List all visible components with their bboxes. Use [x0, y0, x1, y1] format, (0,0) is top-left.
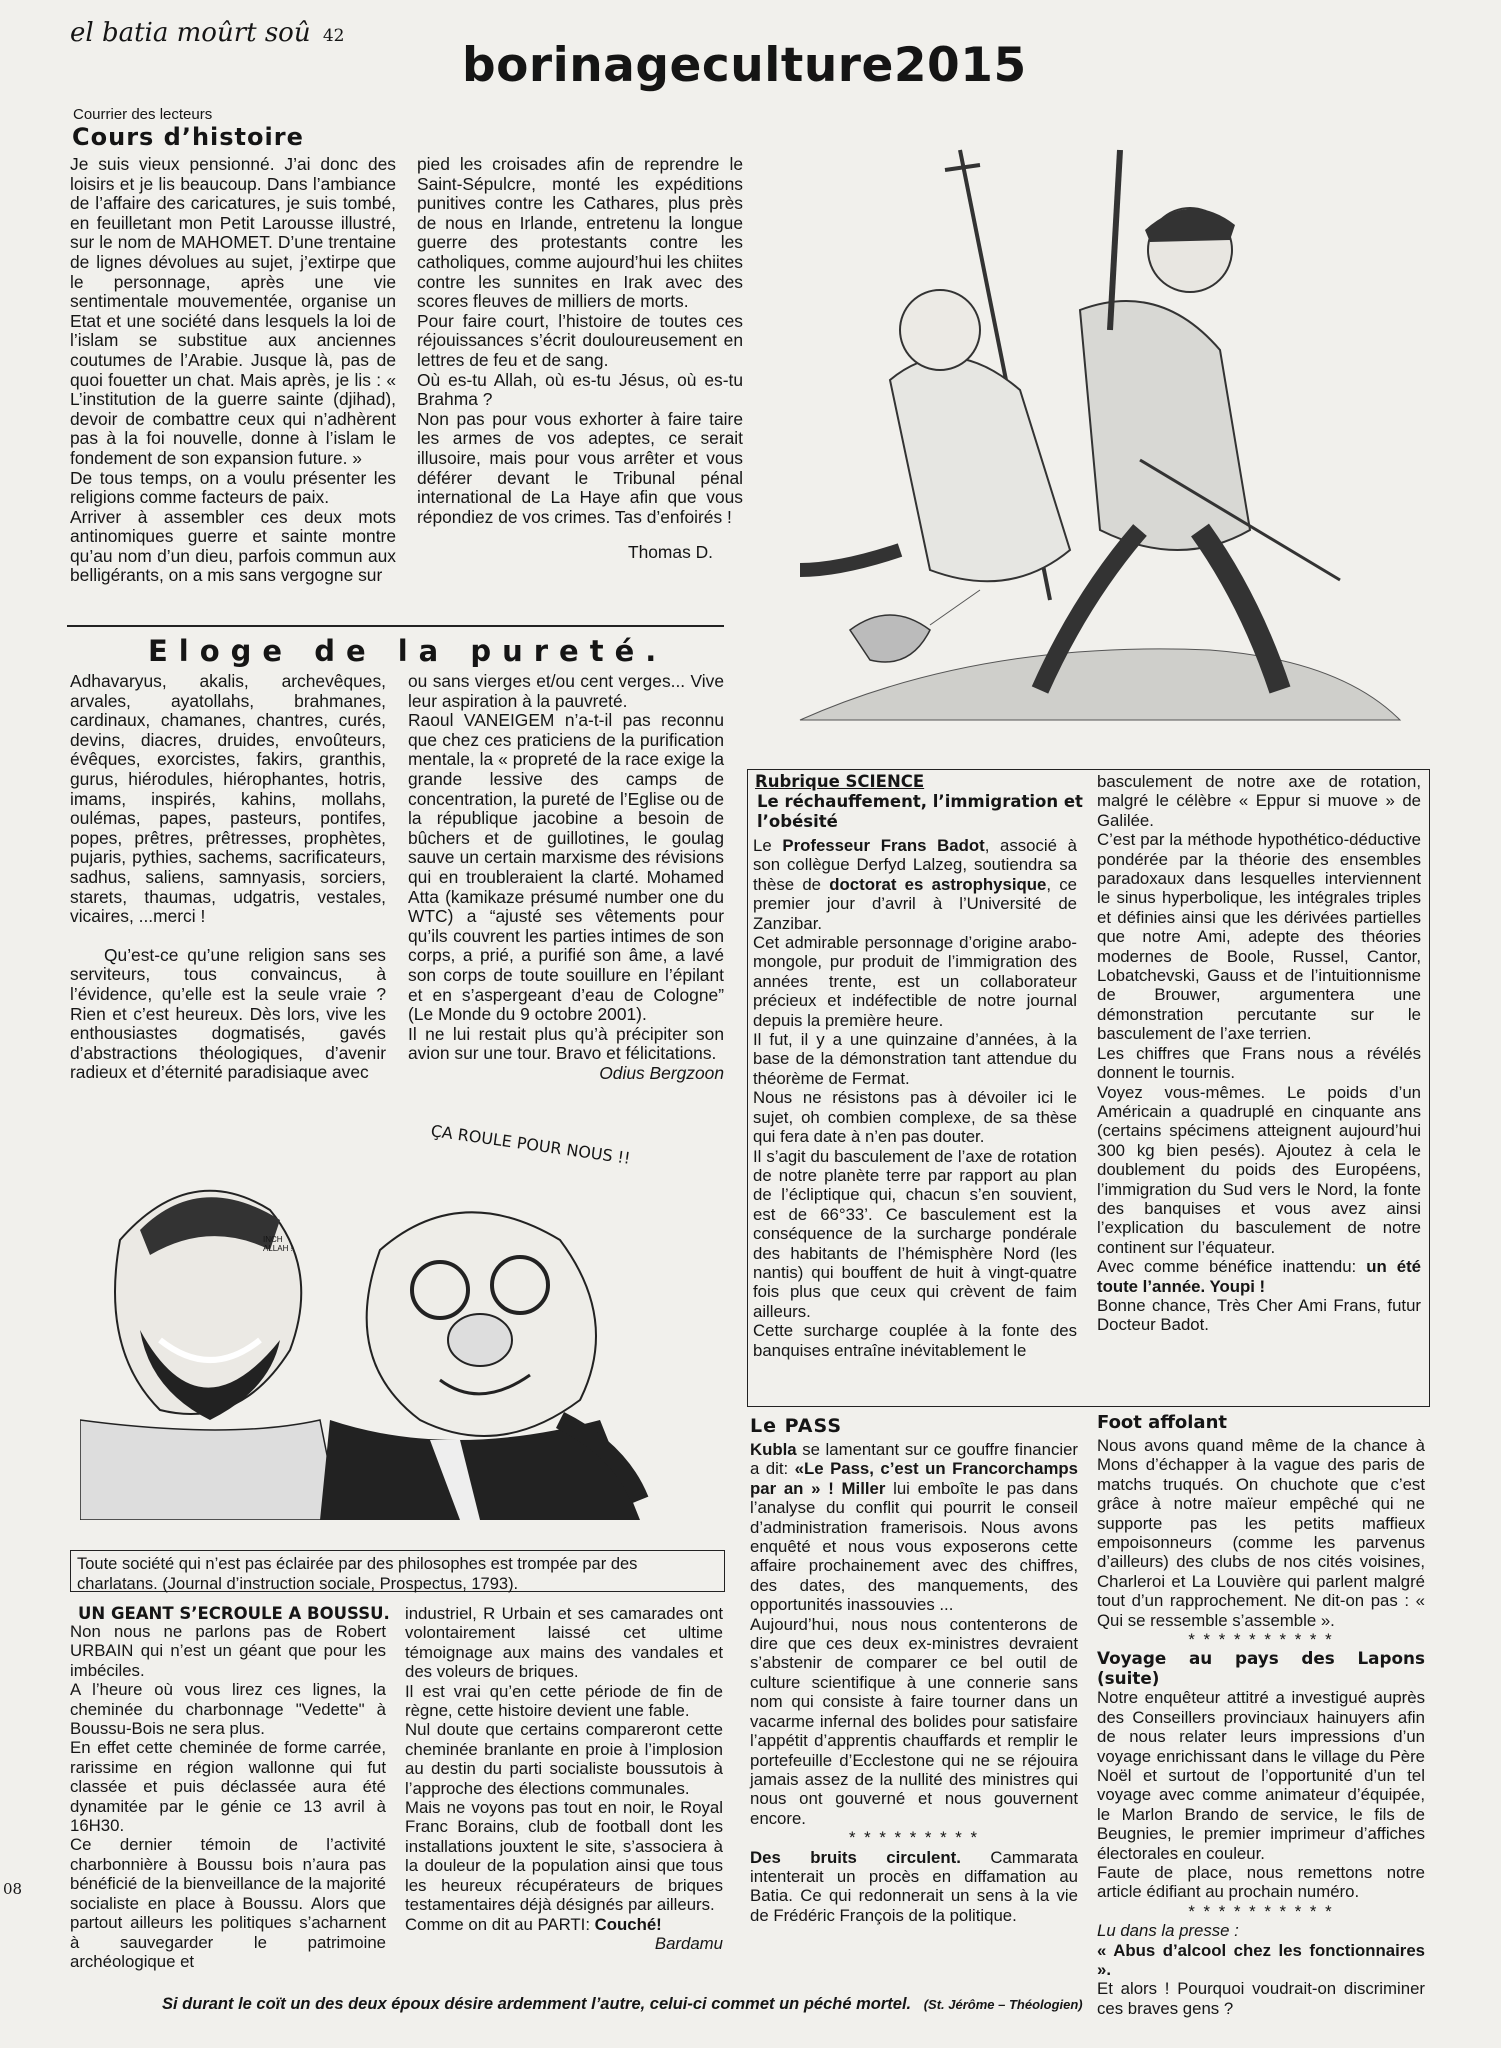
bold-text: Couché!: [594, 1914, 662, 1934]
paragraph: Il est vrai qu’en cette période de fin de règne, cette histoire devient une fable.: [405, 1681, 723, 1721]
paragraph: Adhavaryus, akalis, archevêques, arvales, ayatollahs, brahmanes, cardinaux, chamanes, chantres, curés, devins, diacres, druides, envoûteurs, évêques, exorcistes, fakirs, granthis, gurus, hiérodules, hiérophantes, hotris, imams, inspirés, kahins, mollahs, oulémas, papes, pasteurs, pontifes, popes, prêtres, prêtresses, prophètes, pujaris, pythies, sachems, sacrificateurs, sadhus, saliens, samnyasis, sorciers, starets, thaumas, udgatris, vestales, vicaires, ...merci !: [70, 671, 386, 927]
separator-stars: * * * * * * * * *: [848, 1828, 980, 1848]
bold-text: Professeur Frans Badot: [782, 836, 985, 855]
speech-bubble-text: ÇA ROULE POUR NOUS !!: [429, 1121, 632, 1168]
paragraph: Ce dernier témoin de l’activité charbonnière à Boussu bois n’aura pas bénéficié de la bienveillance de la majorité socialiste en place à Boussu. Alors que partout ailleurs les politiques s’acharnent à sauvegarder le patrimoine archéologique et: [70, 1835, 386, 1971]
signature: Thomas D.: [627, 542, 713, 563]
paragraph: Mais ne voyons pas tout en noir, le Royal Franc Borains, club de football dont les installations jouxtent le site, s’associera à la douleur de la population ainsi que tous les heureux récupérateurs de briques testamentaires déjà désignés par ailleurs.: [405, 1798, 723, 1915]
paragraph: Qu’est-ce qu’une religion sans ses serviteurs, tous convaincus, à l’évidence, qu’elle est la seule vraie ? Rien et c’est heureux. Dès lors, vive les enthousiastes dogmatisés, gavés d’abstractions théologiques, d’avenir radieux et d’éternité paradisiaque avec: [70, 944, 386, 1083]
paragraph: [405, 1915, 723, 1934]
paragraph: Je suis vieux pensionné. J’ai donc des loisirs et je lis beaucoup. Dans l’ambiance de l’affaire des caricatures, je suis tombé, en feuilletant mon Petit Larousse illustré, sur le nom de MAHOMET. D’une trentaine de lignes dévolues au sujet, j’extirpe que le personnage, après une vie sentimentale mouvementée, organise un Etat et une société dans lesquels la loi de l’islam se substitue aux anciennes coutumes de l’Arabie. Jusque là, pas de quoi fouetter un chat. Mais après, je lis : « L’institution de la guerre sainte (djihad), devoir de combattre ceux qui n’adhèrent pas à la foi nouvelle, donne à l’islam le fondement de son expansion future. »: [70, 154, 396, 468]
article-title-pass: Le PASS: [750, 1415, 843, 1437]
paragraph: Bonne chance, Très Cher Ami Frans, futur Docteur Badot.: [1097, 1295, 1421, 1335]
publication-name: [70, 18, 344, 48]
paragraph: Nous ne résistons pas à dévoiler ici le sujet, oh combien complexe, de sa thèse qui fera date à n’en pas douter.: [753, 1088, 1077, 1147]
text: se lamentant sur ce gouffre financier a dit:: [750, 1440, 1078, 1479]
paragraph: ou sans vierges et/ou cent verges... Vive leur aspiration à la pauvreté.: [408, 671, 724, 711]
paragraph: Raoul VANEIGEM n’a-t-il pas reconnu que chez ces praticiens de la purification mentale, la « propreté de la race exige la grande lessive des camps de concentration, la pureté de l’Eglise ou de la république jacobine a besoin de bûchers et de guillotines, le goulag sauve un certain marxisme des révisions qui en troubleraient la clarté. Mohamed Atta (kamikaze présumé number one du WTC) a “ajusté ses vêtements pour qu’ils couvrent les parties intimes de son corps, a prié, a purifié son âme, a lavé son corps de toute souillure en l’épilant et en s’aspergeant d’eau de Cologne” (Le Monde du 9 octobre 2001).: [408, 710, 724, 1025]
courrier-column-1: [70, 155, 396, 586]
paragraph: pied les croisades afin de reprendre le Saint-Sépulcre, monté les expéditions punitives contre les Cathares, plus près de nous en Irlande, entretenu la longue guerre des protestants contre les catholiques, comme aujourd’hui les chiites contre les sunnites en Irak avec des scores fleuves de milliers de morts.: [417, 154, 743, 312]
separator-stars: * * * * * * * * * *: [1188, 1901, 1334, 1921]
paragraph: Cet admirable personnage d’origine arabo-mongole, pur produit de l’immigration des années trente, est un collaborateur précieux et indéfectible de notre journal depuis la première heure.: [753, 933, 1077, 1030]
paragraph: Il ne lui restait plus qu’à précipiter son avion sur une tour. Bravo et félicitations.: [408, 1023, 724, 1064]
bold-text: doctorat es astrophysique: [829, 874, 1047, 894]
text: , ce premier jour d’avril à l’Université de Zanzibar.: [753, 874, 1077, 933]
divider: [67, 625, 724, 627]
paragraph: basculement de notre axe de rotation, malgré le célèbre « Eppur si muove » de Galilée.: [1097, 772, 1421, 830]
science-column-2: [1097, 772, 1421, 1335]
article-title-science: Le réchauffement, l’immigration et l’obésité: [757, 792, 1083, 831]
paragraph: Notre enquêteur attitré a investigué auprès des Conseillers provinciaux hainuyers afin de nous relater leurs impressions d’un voyage enrichissant dans le village du Père Noël et surtout de l’opportunité d’un tel voyage avec comme animateur d’équipée, le Marlon Brando de service, le fils de Beugnies, le premier imprimeur d’affiches électorales en couleur.: [1097, 1688, 1425, 1863]
paragraph-text: Comme on dit au PARTI:: [405, 1914, 595, 1934]
cartoon-illustration: [80, 1120, 730, 1520]
page-number: 42: [322, 26, 345, 46]
article-title-geant: UN GEANT S’ECROULE A BOUSSU.: [78, 1604, 390, 1623]
paragraph: Faute de place, nous remettons notre article édifiant au prochain numéro.: [1097, 1862, 1425, 1902]
rubrique-label: Rubrique SCIENCE: [755, 772, 925, 791]
paragraph: Il s’agit du basculement de l’axe de rotation de notre planète terre par rapport au plan de l’écliptique qui, chacun s’en souvient, est de 66°33’. Ce basculement est la conséquence de la surcharge pondérale des habitants de l’hémisphère Nord (les nantis) qui bouffent de huit à vingt-quatre fois plus que ceux qui crèvent de faim ailleurs.: [753, 1146, 1077, 1321]
footer-quote: [162, 1995, 1083, 2014]
bold-text: «Le Pass, c’est un Francorchamps par an » ! Miller: [750, 1459, 1078, 1498]
paragraph: Aujourd’hui, nous nous contenterons de dire que ces deux ex-ministres devraient s’abstenir de comparer ce bel outil de culture scientifique à une connerie sans nom qui consiste à faire tourner dans un vacarme infernal des bolides pour satisfaire l’appétit d’apprentis chauffards et remplir le portefeuille d’Ecclestone qui ne se réjouira jamais assez de la nullité des ministres qui nous ont gouverné et nous gouvernent encore.: [750, 1614, 1078, 1828]
bold-text: Des bruits circulent.: [750, 1847, 961, 1867]
article-title-cours-histoire: Cours d’histoire: [72, 123, 304, 151]
science-column-1: [753, 836, 1077, 1360]
paragraph: [753, 836, 1077, 933]
article-title-eloge: Eloge de la pureté.: [148, 634, 668, 668]
publication-title: el batia moûrt soû: [70, 18, 311, 48]
article-title-voyage: Voyage au pays des Lapons (suite): [1097, 1648, 1425, 1688]
geant-column-2: [405, 1604, 723, 1953]
eloge-column-1: [70, 672, 386, 1083]
paragraph: Non nous ne parlons pas de Robert URBAIN qui n’est un géant que pour les imbéciles.: [70, 1622, 386, 1680]
paragraph: Et alors ! Pourquoi voudrait-on discriminer ces braves gens ?: [1097, 1979, 1425, 2018]
cartoon-small-text: INCH ALLAH !: [263, 1235, 293, 1253]
masthead: borinageculture2015: [462, 38, 1027, 93]
paragraph: De tous temps, on a voulu présenter les religions comme facteurs de paix.: [70, 467, 396, 508]
signature: Odius Bergzoon: [599, 1062, 724, 1083]
paragraph: Nul doute que certains compareront cette cheminée branlante en proie à l’implosion au destin du parti socialiste boussutois à l’approche des élections communales.: [405, 1720, 723, 1798]
pass-column: [750, 1440, 1078, 1925]
footer-quote-source: (St. Jérôme – Théologien): [923, 1997, 1083, 2012]
separator-stars: * * * * * * * * * *: [1188, 1630, 1334, 1650]
text: Cammarata intenterait un procès en diffamation au Batia. Ce qui redonnerait un sens à la vie de Frédéric François de la politique.: [750, 1847, 1078, 1925]
paragraph: [750, 1440, 1078, 1615]
paragraph: [750, 1848, 1078, 1926]
paragraph: Cette surcharge couplée à la fonte des banquises entraîne inévitablement le: [753, 1321, 1077, 1360]
bold-text: Kubla: [750, 1440, 797, 1459]
eloge-column-2: [408, 672, 724, 1083]
section-kicker: Courrier des lecteurs: [73, 106, 213, 123]
paragraph: Non pas pour vous exhorter à faire taire les armes de vos adeptes, ce serait illusoire, mais pour vous arrêter et vous déférer devant le Tribunal pénal international de La Haye afin que vous répondiez de vos crimes. Tas d’enfoirés !: [417, 408, 743, 527]
illustration-pope-dictator: [780, 130, 1420, 730]
quote-box: Toute société qui n’est pas éclairée par des philosophes est trompée par des charlatans. (Journal d’instruction sociale, Prospectus, 1793).: [70, 1550, 725, 1592]
article-title-foot: Foot affolant: [1097, 1412, 1227, 1433]
paragraph: Où es-tu Allah, où es-tu Jésus, où es-tu Brahma ?: [417, 369, 743, 410]
bold-text: un été toute l’année. Youpi !: [1097, 1257, 1422, 1296]
paragraph: Nous avons quand même de la chance à Mons d’échapper à la vague des paris de matchs truqués. On chuchote que c’est grâce à notre maïeur empêché qui ne supporte pas les petits maffieux empoisonneurs (comme les parvenus d’ailleurs) des clubs de nos cités voisines, Charleroi et La Louvière qui parlent malgré tout d’un rapprochement. Ne dit-on pas : « Qui se ressemble s’assemble ».: [1097, 1436, 1425, 1630]
page-number-left: 08: [3, 1880, 23, 1898]
paragraph: Arriver à assembler ces deux mots antinomiques guerre et sainte montre qu’au nom d’un dieu, parfois commun aux belligérants, on a mis sans vergogne sur: [70, 506, 396, 586]
paragraph: [1097, 1257, 1421, 1296]
presse-headline: « Abus d’alcool chez les fonctionnaires ».: [1097, 1940, 1425, 1979]
paragraph: A l’heure où vous lirez ces lignes, la cheminée du charbonnage "Vedette" à Boussu-Bois ne sera plus.: [70, 1680, 386, 1739]
paragraph: Il fut, il y a une quinzaine d’années, à la base de la démonstration tant attendue du théorème de Fermat.: [753, 1030, 1077, 1088]
courrier-column-2: [417, 155, 743, 563]
paragraph: En effet cette cheminée de forme carrée, rarissime en région wallonne qui fut classée et puis déclassée aura été dynamitée par le génie ce 13 avril à 16H30.: [70, 1738, 386, 1836]
signature: Bardamu: [654, 1933, 723, 1953]
text: Avec comme bénéfice inattendu:: [1097, 1257, 1367, 1277]
paragraph: C’est par la méthode hypothético-déductive pondérée par la théorie des ensembles paradoxaux dans lesquelles interviennent le sinus hyperbolique, les intégrales triples et définies ainsi que les dérivées partielles que notre Ami, adepte des théories modernes de Boole, Russel, Cantor, Lobatchevski, Gauss et de l’intuitionnisme de Brouwer, argumentera une démonstration percutante sur le basculement de l’axe terrien.: [1097, 830, 1421, 1044]
geant-column-1: [70, 1622, 386, 1971]
foot-column: [1097, 1436, 1425, 2018]
paragraph: Pour faire court, l’histoire de toutes ces réjouissances s’écrit douloureusement en lettres de feu et de sang.: [417, 310, 743, 370]
text: , associé à son collègue Derfyd Lalzeg, soutiendra sa thèse de: [753, 836, 1077, 894]
text: Le: [753, 836, 783, 855]
paragraph: industriel, R Urbain et ses camarades ont volontairement laissé cet ultime témoignage aux mains des vandales et des voleurs de briques.: [405, 1604, 723, 1682]
paragraph: Voyez vous-mêmes. Le poids d’un Américain a quadruplé en cinquante ans (certains spécimens atteignent aujourd’hui 300 kg bien pesés). Ajoutez à cela le doublement du poids des Européens, l’immigration du Sud vers le Nord, la fonte des banquises et vous avez ainsi l’explication du basculement de notre continent sur l’équateur.: [1097, 1082, 1421, 1257]
presse-kicker: Lu dans la presse :: [1097, 1921, 1239, 1941]
footer-quote-text: Si durant le coït un des deux époux désire ardemment l’autre, celui-ci commet un péché mortel.: [162, 1995, 912, 2013]
text: lui emboîte le pas dans l’analyse du conflit qui pourrit le conseil d’administration framerisois. Nous avons enquêté et nous vous exposerons cette affaire prochainement avec des chiffres, des dates, des manquements, des opportunités inassouvies ...: [750, 1478, 1078, 1615]
paragraph: Les chiffres que Frans nous a révélés donnent le tournis.: [1097, 1043, 1421, 1083]
